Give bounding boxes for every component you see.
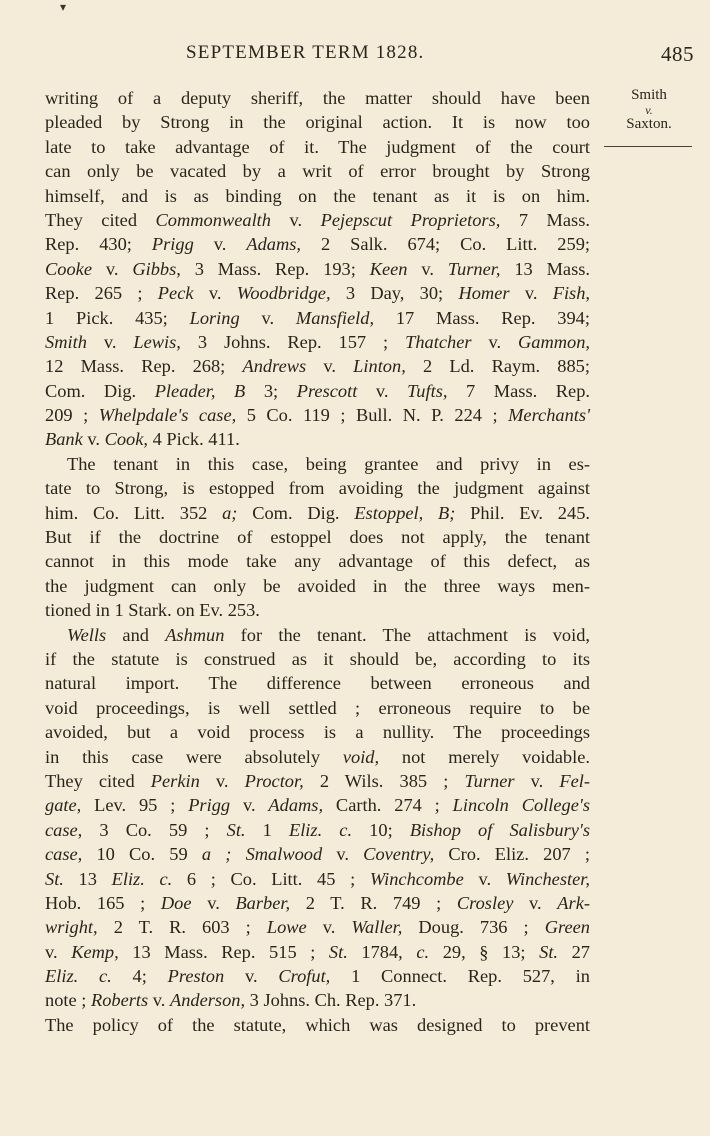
text-run: Com. Dig. [45,380,155,401]
text-run: the judgment can only be avoided in the three ways men- [45,575,590,596]
text-line [45,208,590,232]
margin-rule [604,146,692,147]
text-run: Carth. 274 ; [323,795,453,816]
text-line [45,988,590,1012]
text-run: 13 Mass. Rep. 515 ; [118,941,329,962]
text-line [45,574,590,598]
italic-text: Bishop of Salisbury's [409,819,591,840]
text-run: v. [271,209,321,230]
italic-text: Gammon, [517,331,591,352]
italic-text: Ashmun [165,624,225,645]
text-run: 7 Mass. [500,209,590,230]
text-run: v. [239,307,296,328]
italic-text: Woodbridge, [236,283,331,304]
text-line [45,452,590,476]
text-run: 6 ; Co. Litt. 45 ; [172,868,370,889]
italic-text: Homer [458,283,510,304]
text-run: writing of a deputy sheriff, the matter should have been [45,88,590,108]
italic-text: Wells [67,624,107,645]
text-run: Rep. 265 ; [45,283,158,304]
text-run: But if the doctrine of estoppel does not apply, the tenant [45,527,590,548]
italic-text: Doe [160,892,192,913]
text-run: 12 Mass. Rep. 268; [45,356,243,377]
italic-text: St. [539,941,559,962]
text-run: v. [306,356,354,377]
case-margin-note [604,87,694,133]
text-run: v. [45,941,72,962]
italic-text: a; [222,502,238,523]
text-line [45,330,590,354]
text-line [45,842,590,866]
text-run: 3 Johns. Rep. 157 ; [180,331,406,352]
text-run: 3; [245,380,297,401]
italic-text: Keen [369,258,408,279]
text-run: 1784, [347,941,417,962]
text-line [45,623,590,647]
italic-text: Pejepscut Proprietors, [320,209,501,230]
margin-note-versus: v. [645,103,653,117]
text-run: v. [407,258,448,279]
text-line [45,403,590,427]
text-run: v. [199,770,245,791]
italic-text: Cook, [104,429,149,450]
text-run: The tenant in this case, being grantee and privy in es- [67,453,590,474]
text-run: can only be vacated by a writ of error brought by Strong [45,161,590,182]
italic-text: St. [328,941,348,962]
text-run: They cited [45,209,156,230]
italic-text: Cooke [45,258,92,279]
text-run: 10; [352,819,410,840]
italic-text: Coventry, [363,844,435,865]
text-line [45,501,590,525]
text-line [45,598,590,622]
text-line [45,354,590,378]
text-run: 1 [245,819,289,840]
text-run: note ; [45,990,91,1011]
text-run: 5 Co. 119 ; Bull. N. P. 224 ; [236,405,509,426]
text-run: v. [322,844,364,865]
italic-text: Tufts, [407,380,448,401]
text-line [45,379,590,403]
text-run: v. [230,795,269,816]
margin-note-defendant: Saxton. [626,116,672,132]
text-line [45,257,590,281]
italic-text: Green [544,917,590,938]
italic-text: gate, [45,795,82,816]
italic-text: Eliz. c. [111,868,173,889]
italic-text: Adams, [246,234,302,255]
italic-text: Proctor, [244,770,304,791]
text-run: 2 T. R. 749 ; [290,892,457,913]
print-mark: ▾ [60,0,67,14]
text-line [45,232,590,256]
text-run: in this case were absolutely [45,746,343,767]
text-line [45,184,590,208]
text-run: 2 Salk. 674; Co. Litt. 259; [301,234,591,255]
italic-text: Gibbs, [132,258,181,279]
text-line [45,159,590,183]
text-run: pleaded by Strong in the original action. It is now too [45,112,590,133]
text-line [45,964,590,988]
text-run: tate to Strong, is estopped from avoiding the judgment against [45,478,590,499]
text-run: Rep. 430; [45,234,152,255]
text-line [45,745,590,769]
page-number: 485 [661,42,694,66]
text-run: 209 ; [45,405,99,426]
text-run: v. [91,258,133,279]
text-run: Lev. 95 ; [81,795,189,816]
text-line [45,549,590,573]
italic-text: Crofut, [278,966,331,987]
running-head-title: SEPTEMBER TERM 1828. [186,42,425,63]
text-run: 13 [63,868,112,889]
text-line [45,769,590,793]
text-run: Cro. Eliz. 207 ; [434,844,591,865]
text-run: not merely voidable. [379,746,590,767]
italic-text: Commonwealth [155,209,271,230]
text-run: 1 Pick. 435; [45,307,190,328]
italic-text: Fel- [559,770,590,791]
text-run: 2 Ld. Raym. 885; [405,356,590,377]
italic-text: Adams, [268,795,324,816]
italic-text: Eliz. c. [45,966,112,987]
text-run: Doug. 736 ; [402,917,545,938]
text-line [45,818,590,842]
text-run: Com. Dig. [237,502,355,523]
text-run: The policy of the statute, which was designed to prevent [45,1014,590,1035]
text-line [45,281,590,305]
italic-text: Fish, [552,283,591,304]
text-run: cannot in this mode take any advantage of this defect, as [45,551,590,572]
italic-text: Mansfield, [295,307,375,328]
text-run: Phil. Ev. 245. [455,502,590,523]
text-run: him. Co. Litt. 352 [45,502,223,523]
italic-text: Linton, [353,356,406,377]
text-line [45,1013,590,1037]
italic-text: Bank [45,429,83,450]
text-run: 2 T. R. 603 ; [97,917,267,938]
italic-text: Lewis, [133,331,181,352]
italic-text: Winchcombe [369,868,464,889]
text-run: v. [463,868,506,889]
italic-text: Andrews [242,356,307,377]
italic-text: a ; Smalwood [201,844,323,865]
text-line [45,867,590,891]
italic-text: Lowe [266,917,307,938]
text-run: late to take advantage of it. The judgment of the court [45,136,590,157]
running-head [46,42,694,72]
text-line [45,86,590,110]
italic-text: Prigg [188,795,231,816]
italic-text: Turner, [447,258,501,279]
italic-text: Lincoln College's [452,795,590,816]
text-run: v. [224,966,279,987]
text-line [45,696,590,720]
italic-text: St. [45,868,64,889]
text-run: v. [82,429,105,450]
text-run: 3 Mass. Rep. 193; [180,258,370,279]
italic-text: Barber, [235,892,291,913]
text-run: himself, and is as binding on the tenant as it is on him. [45,185,590,206]
text-run: v. [513,892,558,913]
text-run: v. [306,917,352,938]
italic-text: Eliz. c. [288,819,353,840]
text-run: v. [193,234,247,255]
text-run: 3 Co. 59 ; [82,819,227,840]
text-run: 10 Co. 59 [82,844,202,865]
text-line [45,915,590,939]
text-run: 1 Connect. Rep. 527, in [330,966,590,987]
italic-text: Ark- [557,892,590,913]
text-run: 27 [558,941,590,962]
italic-text: Prescott [296,380,358,401]
italic-text: Crosley [456,892,514,913]
italic-text: Whelpdale's case, [98,405,237,426]
italic-text: Peck [157,283,194,304]
italic-text: St. [226,819,246,840]
text-line [45,427,590,451]
text-run: 3 Day, 30; [330,283,459,304]
text-run: Hob. 165 ; [45,892,161,913]
italic-text: c. [416,941,430,962]
text-run: v. [191,892,236,913]
text-run: void proceedings, is well settled ; erroneous require to be [45,697,590,718]
text-run: They cited [45,770,151,791]
text-run: v. [509,283,553,304]
text-run: 7 Mass. Rep. [447,380,590,401]
text-line [45,135,590,159]
text-line [45,110,590,134]
text-run: 29, § 13; [429,941,540,962]
text-run: avoided, but a void process is a nullity. The proceedings [45,722,590,743]
text-line [45,525,590,549]
italic-text: Kemp, [71,941,119,962]
italic-text: Loring [189,307,240,328]
text-run: v. [471,331,518,352]
italic-text: wright, [45,917,98,938]
text-run: for the tenant. The attachment is void, [224,624,590,645]
italic-text: case, [45,819,83,840]
margin-note-plaintiff: Smith [631,87,667,103]
text-run: 13 Mass. [500,258,591,279]
italic-text: Merchants' [508,405,590,426]
italic-text: Roberts [90,990,149,1011]
text-line [45,671,590,695]
text-run: v. [514,770,560,791]
italic-text: Thatcher [405,331,472,352]
text-run: 17 Mass. Rep. 394; [374,307,590,328]
text-run: natural import. The difference between erroneous and [45,673,590,694]
text-run: 4; [111,966,168,987]
text-run: tioned in 1 Stark. on Ev. 253. [45,600,260,621]
italic-text: Prigg [151,234,194,255]
body-text [45,86,590,1037]
italic-text: Estoppel, B; [354,502,456,523]
text-run: 3 Johns. Ch. Rep. 371. [245,990,417,1011]
italic-text: Anderson, [169,990,246,1011]
text-line [45,306,590,330]
text-line [45,891,590,915]
italic-text: case, [45,844,83,865]
text-run: 2 Wils. 385 ; [303,770,465,791]
text-run: v. [86,331,134,352]
text-run: 4 Pick. 411. [148,429,240,450]
text-run: if the statute is construed as it should be, according to its [45,648,590,669]
text-line [45,476,590,500]
italic-text: Winchester, [505,868,590,889]
text-line [45,647,590,671]
text-run: v. [357,380,408,401]
italic-text: Turner [464,770,515,791]
text-run: v. [193,283,237,304]
italic-text: Waller, [351,917,403,938]
text-run: and [106,624,166,645]
italic-text: Perkin [150,770,200,791]
text-line [45,793,590,817]
italic-text: void, [342,746,380,767]
italic-text: Smith [45,331,87,352]
text-line [45,940,590,964]
text-run: v. [148,990,170,1011]
text-line [45,720,590,744]
italic-text: Preston [167,966,225,987]
italic-text: Pleader, B [154,380,246,401]
